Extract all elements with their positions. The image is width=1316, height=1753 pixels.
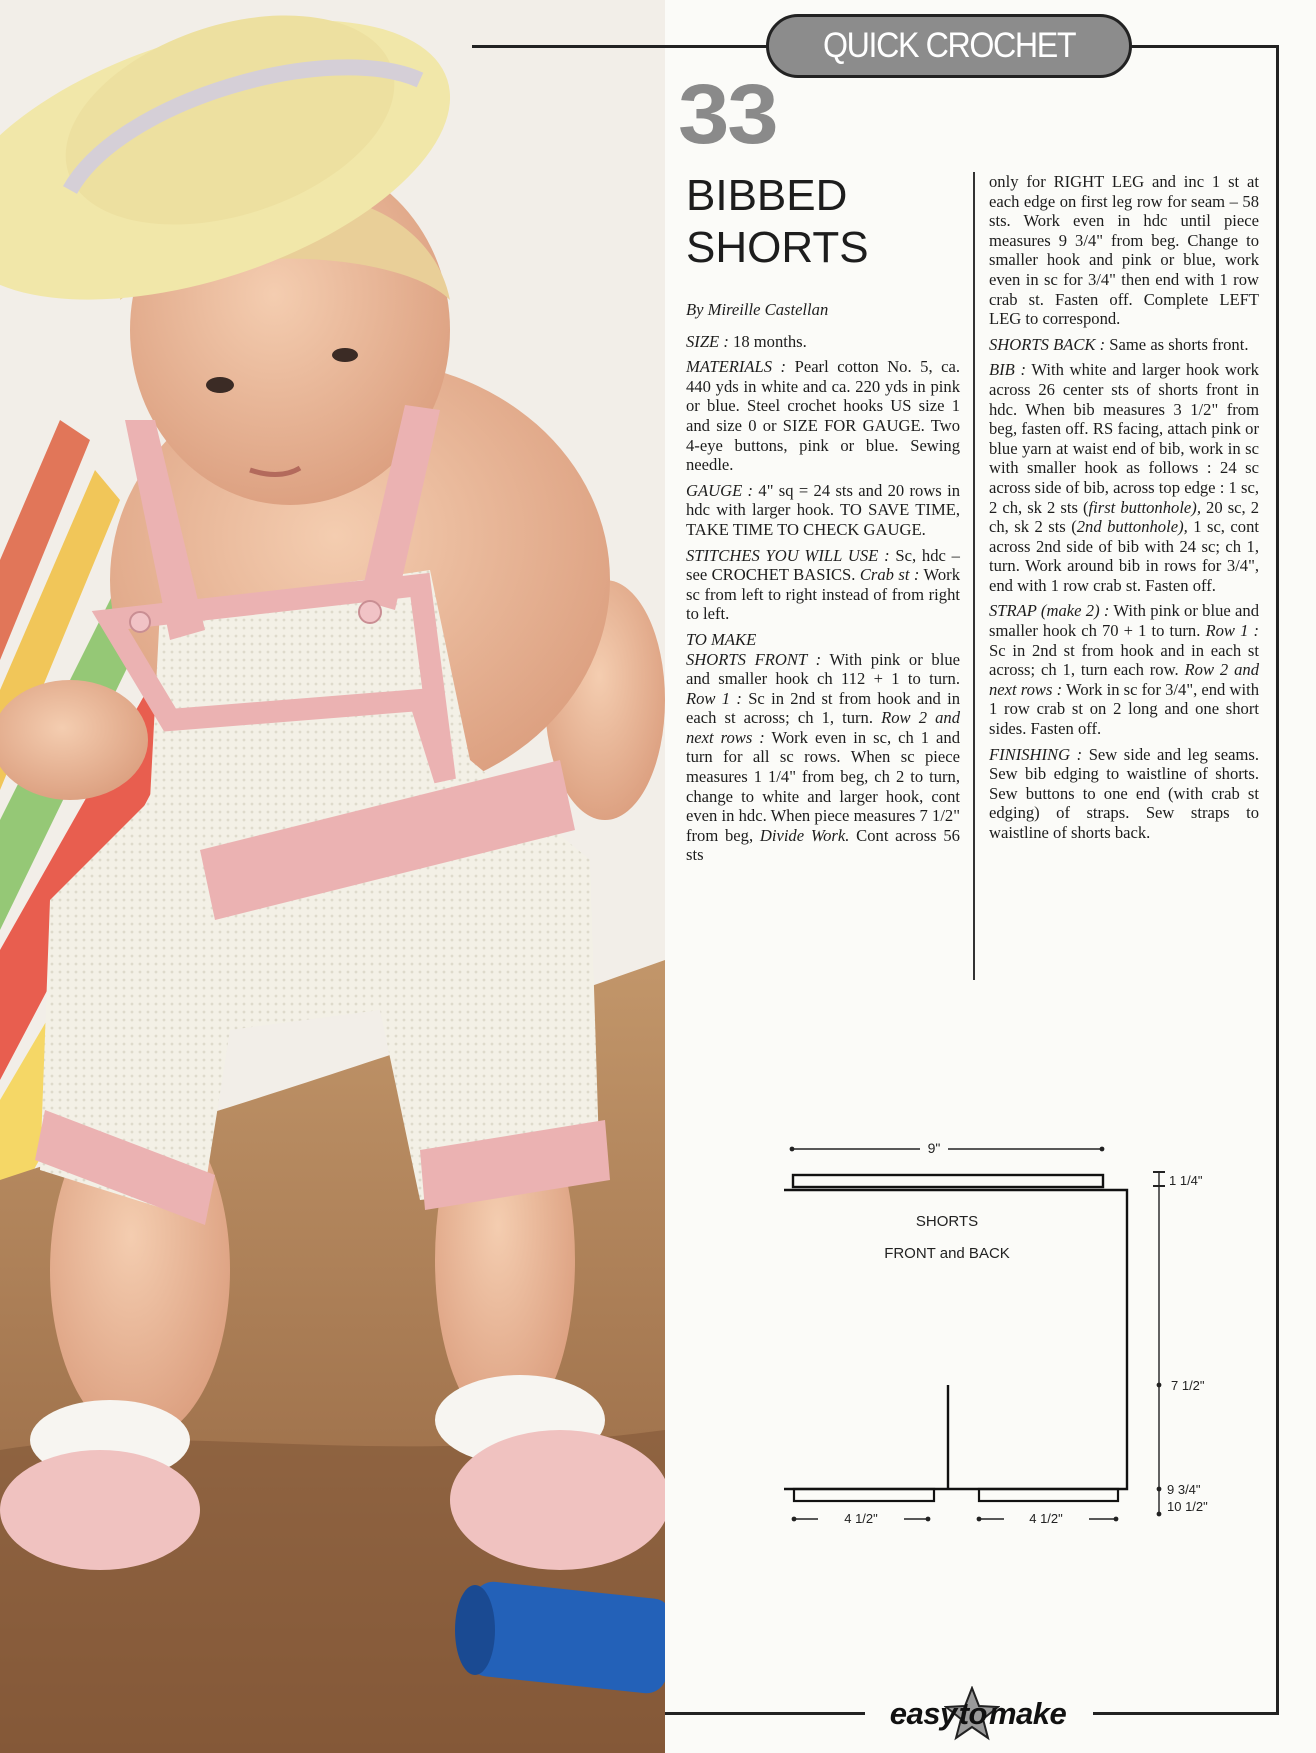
divide-label: Divide Work. [759,825,850,845]
buttonhole-label: first buttonhole), [1088,497,1201,517]
size-text: 18 months. [728,331,807,351]
strap-label: STRAP (make 2) : [989,601,1110,621]
strap-text: Sc in 2nd st from hook and in each st across; ch 1, turn each row. [989,640,1259,680]
size-label: SIZE : [686,331,729,351]
bib-paragraph [989,360,1259,595]
title-line: SHORTS [686,223,869,272]
bib-text: 20 sc, 2 ch, sk 2 sts ( [989,497,1260,537]
finishing-paragraph [989,745,1259,843]
shorts-front-text: Cont across 56 sts [686,825,960,865]
right-rule [1276,45,1279,1715]
byline: By Mireille Castellan [686,300,829,319]
easy-to-make-logo [858,1686,1098,1742]
right-leg-width-label: 4 1/2" [1029,1511,1063,1526]
logo-word: make [988,1696,1067,1731]
body-height-label: 7 1/2" [1171,1378,1205,1393]
finishing-text: Sew side and leg seams. Sew bib edging to waistline of shorts. Sew buttons to one end (with crab st edging) of straps. Sew straps to waistline of shorts back. [989,744,1260,842]
top-rule [472,45,770,48]
bottom-rule [665,1712,865,1715]
shorts-front-text: Sc in 2nd st from hook and in each st across; ch 1, turn. [686,688,960,728]
crab-stitch-label: Crab st : [859,565,920,585]
stitches-label: STITCHES YOU WILL USE : [686,545,890,565]
page-title [686,170,976,274]
pattern-number: 33 [678,67,777,161]
row-label: Row 1 : [686,688,742,708]
to-make-label: TO MAKE [686,629,757,649]
instructions-column-right [989,172,1259,849]
right-leg-cuff [979,1489,1118,1501]
stitches-text: Work sc from left to right instead of from right to left. [686,565,960,624]
buttonhole-label: 2nd buttonhole), [1076,517,1188,537]
gauge-paragraph [686,481,960,540]
shorts-schematic [776,1130,1236,1530]
schematic-subtitle: FRONT and BACK [884,1245,1010,1262]
row-label: Row 1 : [1205,621,1259,641]
shorts-back-paragraph [989,335,1259,355]
width-label: 9" [927,1140,941,1156]
materials-paragraph [686,357,960,475]
shorts-back-label: SHORTS BACK : [989,334,1106,354]
bib-text: 1 sc, cont across 2nd side of bib with 24 sc; ch 1, turn. Work around bib in rows for 3/4", end with 1 row crab st. Fasten off. [989,517,1259,595]
size-paragraph [686,332,960,352]
left-leg-width-label: 4 1/2" [844,1511,878,1526]
series-badge [766,14,1132,78]
strap-text: With pink or blue and smaller hook ch 70 + 1 to turn. [989,601,1259,641]
waistband-outline [793,1175,1103,1187]
stitches-paragraph [686,546,960,624]
strap-text: Work in sc for 3/4", end with 1 row crab st on 2 long and one short sides. Fasten off. [989,679,1260,739]
shorts-front-paragraph [686,630,960,865]
shorts-outline [784,1190,1127,1489]
left-leg-cuff [794,1489,934,1501]
shorts-front-text: Work even in sc, ch 1 and turn for all sc rows. When sc piece measures 1 1/4" from beg, ch 2 to turn, change to white and larger hook, cont even in hdc. When piece measures 7 1/2" from beg, [686,727,961,845]
waistband-height-label: 1 1/4" [1169,1173,1203,1188]
bib-text: With white and larger hook work across 26 center sts of shorts front in hdc. When bib measures 3 1/2" from beg, fasten off. RS facing, attach pink or blue yarn at waist end of bib, work in sc with smaller hook as follows : 24 sc across side of bib, across top edge : 1 sc, 2 ch, sk 2 sts ( [989,360,1259,517]
materials-label: MATERIALS : [686,357,787,377]
column-divider [973,172,975,980]
schematic-title: SHORTS [915,1213,979,1230]
logo-word: to [958,1696,987,1731]
right-leg-paragraph: only for RIGHT LEG and inc 1 st at each edge on first leg row for seam – 58 sts. Work even in hdc until piece measures 9 3/4" from beg. Change to smaller hook and pink or blue, work even in sc for 3/4" then end with 1 row crab st. Fasten off. Complete LEFT LEG to correspond. [989,172,1259,329]
gauge-label: GAUGE : [686,480,754,500]
stitches-text: Sc, hdc – see CROCHET BASICS. [686,545,960,585]
series-label: QUICK CROCHET [822,26,1076,65]
bottom-rule [1093,1712,1279,1715]
row-label: Row 2 and next rows : [686,708,960,747]
finishing-label: FINISHING : [989,744,1083,764]
top-rule [1126,45,1278,48]
logo-word: easy [889,1696,957,1731]
title-line: BIBBED [686,171,848,220]
shorts-front-text: With pink or blue and smaller hook ch 112 + 1 to turn. [686,649,960,689]
strap-paragraph [989,601,1259,738]
row-label: Row 2 and next rows : [989,660,1259,699]
total-length-label: 10 1/2" [1167,1499,1208,1514]
shorts-back-text: Same as shorts front. [1105,334,1249,354]
bib-label: BIB : [989,360,1027,380]
gauge-text: 4" sq = 24 sts and 20 rows in hdc with larger hook. TO SAVE TIME, TAKE TIME TO CHECK GAUGE. [686,480,960,539]
shorts-front-label: SHORTS FRONT : [686,649,822,669]
instructions-column-left [686,300,960,865]
leg-length-label: 9 3/4" [1167,1482,1201,1497]
materials-text: Pearl cotton No. 5, ca. 440 yds in white and ca. 220 yds in pink or blue. Steel crochet hooks US size 1 and size 0 or SIZE FOR GAUGE. Two 4-eye buttons, pink or blue. Sewing needle. [686,357,960,475]
